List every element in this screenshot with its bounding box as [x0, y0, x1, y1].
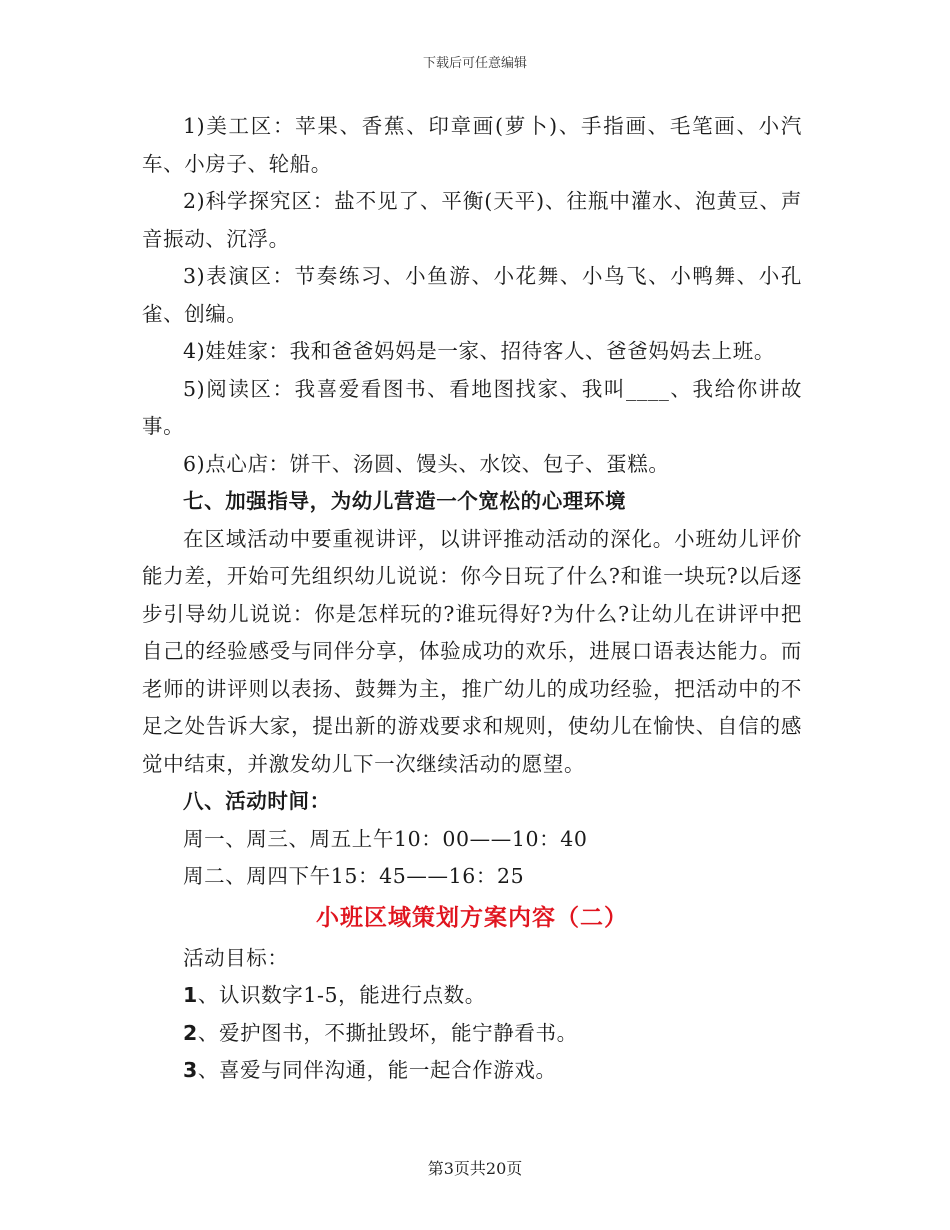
area-performance: 3)表演区：节奏练习、小鱼游、小花舞、小鸟飞、小鸭舞、小孔雀、创编。 [142, 264, 802, 326]
goals-label: 活动目标： [183, 945, 289, 970]
schedule-time-2: 周二、周四下午15：45——16：25 [183, 864, 525, 888]
section-heading-8: 八、活动时间： [183, 789, 331, 813]
goal-item [142, 1052, 802, 1090]
section-paragraph-7: 在区域活动中要重视讲评，以讲评推动活动的深化。小班幼儿评价能力差，开始可先组织幼儿说说：你今日玩了什么?和谁一块玩?以后逐步引导幼儿说说：你是怎样玩的?谁玩得好?为什么?让幼儿在讲评中把自己的经验感受与同伴分享，体验成功的欢乐，进展口语表达能力。而老师的讲评则以表扬、鼓舞为主，推广幼儿的成功经验，把活动中的不足之处告诉大家，提出新的游戏要求和规则，使幼儿在愉快、自信的感觉中结束，并激发幼儿下一次继续活动的愿望。 [142, 526, 802, 776]
area-doll-house: 4)娃娃家：我和爸爸妈妈是一家、招待客人、爸爸妈妈去上班。 [183, 339, 775, 363]
goal-number: 1 [183, 983, 198, 1007]
page-header: 下载后可任意编辑 [422, 56, 527, 71]
schedule-time-1: 周一、周三、周五上午10：00——10：40 [183, 826, 588, 851]
page-footer: 第3页共20页 [427, 1159, 523, 1178]
goal-text: 、认识数字1-5，能进行点数。 [197, 983, 486, 1007]
goal-text: 、爱护图书，不撕扯毁坏，能宁静看书。 [197, 1020, 578, 1045]
area-snack-shop: 6)点心店：饼干、汤圆、馒头、水饺、包子、蛋糕。 [183, 451, 670, 476]
section-heading-7: 七、加强指导，为幼儿营造一个宽松的心理环境 [183, 489, 627, 513]
area-science: 2)科学探究区：盐不见了、平衡(天平)、往瓶中灌水、泡黄豆、声音振动、沉浮。 [142, 189, 802, 251]
area-reading: 5)阅读区：我喜爱看图书、看地图找家、我叫____、我给你讲故事。 [142, 376, 802, 438]
goal-number: 2 [183, 1020, 198, 1045]
goal-item [142, 1015, 802, 1053]
goal-text: 、喜爱与同伴沟通，能一起合作游戏。 [197, 1058, 557, 1082]
goal-number: 3 [183, 1058, 198, 1082]
plan-title: 小班区域策划方案内容（二） [316, 903, 628, 931]
goal-item [142, 977, 802, 1015]
area-art: 1)美工区：苹果、香蕉、印章画(萝卜)、手指画、毛笔画、小汽车、小房子、轮船。 [142, 114, 802, 176]
document-body [142, 108, 802, 1090]
